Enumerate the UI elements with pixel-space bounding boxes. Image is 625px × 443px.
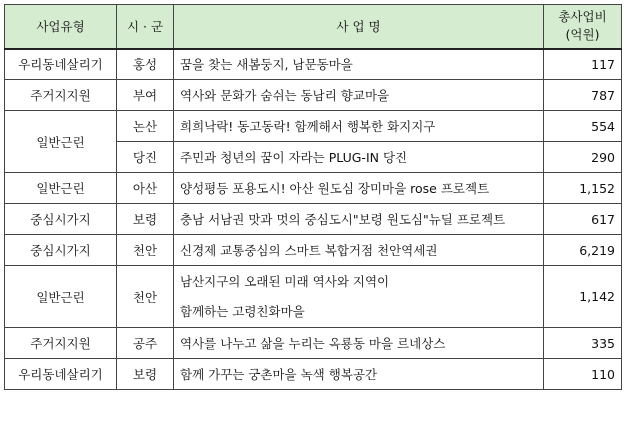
project-type-cell: 주거지지원 xyxy=(5,80,117,111)
city-cell: 보령 xyxy=(117,359,174,390)
project-name-cell: 역사를 나누고 삶을 누리는 옥룡동 마을 르네상스 xyxy=(174,328,544,359)
header-city: 시 · 군 xyxy=(117,5,174,49)
table-row xyxy=(5,235,622,266)
city-cell: 천안 xyxy=(117,235,174,266)
total-cost-cell: 1,152 xyxy=(544,173,622,204)
total-cost-cell: 110 xyxy=(544,359,622,390)
project-name-cell: 주민과 청년의 꿈이 자라는 PLUG-IN 당진 xyxy=(174,142,544,173)
city-cell: 홍성 xyxy=(117,49,174,80)
table-row xyxy=(5,266,622,328)
project-type-cell: 일반근린 xyxy=(5,266,117,328)
total-cost-cell: 117 xyxy=(544,49,622,80)
city-cell: 천안 xyxy=(117,266,174,328)
total-cost-cell: 787 xyxy=(544,80,622,111)
table-row xyxy=(5,49,622,80)
project-name-cell: 역사와 문화가 숨쉬는 동남리 향교마을 xyxy=(174,80,544,111)
project-name-cell: 함께 가꾸는 궁촌마을 녹색 행복공간 xyxy=(174,359,544,390)
total-cost-cell: 6,219 xyxy=(544,235,622,266)
table-row xyxy=(5,204,622,235)
project-name-cell: 충남 서남권 맛과 멋의 중심도시"보령 원도심"뉴딜 프로젝트 xyxy=(174,204,544,235)
city-cell: 아산 xyxy=(117,173,174,204)
city-cell: 보령 xyxy=(117,204,174,235)
project-name-cell xyxy=(174,266,544,328)
header-row xyxy=(5,5,622,49)
header-project-name: 사 업 명 xyxy=(174,5,544,49)
project-name-line-1: 남산지구의 오래된 미래 역사와 지역이 xyxy=(180,273,390,289)
project-type-cell: 중심시가지 xyxy=(5,235,117,266)
project-name-line-2: 함께하는 고령친화마을 xyxy=(180,303,305,319)
header-project-type: 사업유형 xyxy=(5,5,117,49)
total-cost-cell: 554 xyxy=(544,111,622,142)
total-cost-cell: 617 xyxy=(544,204,622,235)
project-type-cell: 우리동네살리기 xyxy=(5,49,117,80)
total-cost-cell: 1,142 xyxy=(544,266,622,328)
project-type-cell: 주거지지원 xyxy=(5,328,117,359)
table-row xyxy=(5,328,622,359)
project-name-cell: 꿈을 찾는 새봄둥지, 남문동마을 xyxy=(174,49,544,80)
city-cell: 당진 xyxy=(117,142,174,173)
project-name-cell: 신경제 교통중심의 스마트 복합거점 천안역세권 xyxy=(174,235,544,266)
table-row xyxy=(5,80,622,111)
project-type-cell: 중심시가지 xyxy=(5,204,117,235)
project-name-cell: 양성평등 포용도시! 아산 원도심 장미마을 rose 프로젝트 xyxy=(174,173,544,204)
header-total-cost xyxy=(544,5,622,49)
city-cell: 부여 xyxy=(117,80,174,111)
project-type-cell: 일반근린 xyxy=(5,173,117,204)
city-cell: 공주 xyxy=(117,328,174,359)
table-row xyxy=(5,359,622,390)
project-type-cell: 우리동네살리기 xyxy=(5,359,117,390)
header-total-cost-label: 총사업비 xyxy=(558,9,607,25)
header-total-cost-unit: (억원) xyxy=(565,27,600,43)
project-type-cell: 일반근린 xyxy=(5,111,117,173)
total-cost-cell: 290 xyxy=(544,142,622,173)
total-cost-cell: 335 xyxy=(544,328,622,359)
table-row xyxy=(5,173,622,204)
table-row xyxy=(5,111,622,142)
project-name-cell: 희희낙락! 동고동락! 함께해서 행복한 화지지구 xyxy=(174,111,544,142)
urban-regeneration-table xyxy=(4,4,622,390)
city-cell: 논산 xyxy=(117,111,174,142)
